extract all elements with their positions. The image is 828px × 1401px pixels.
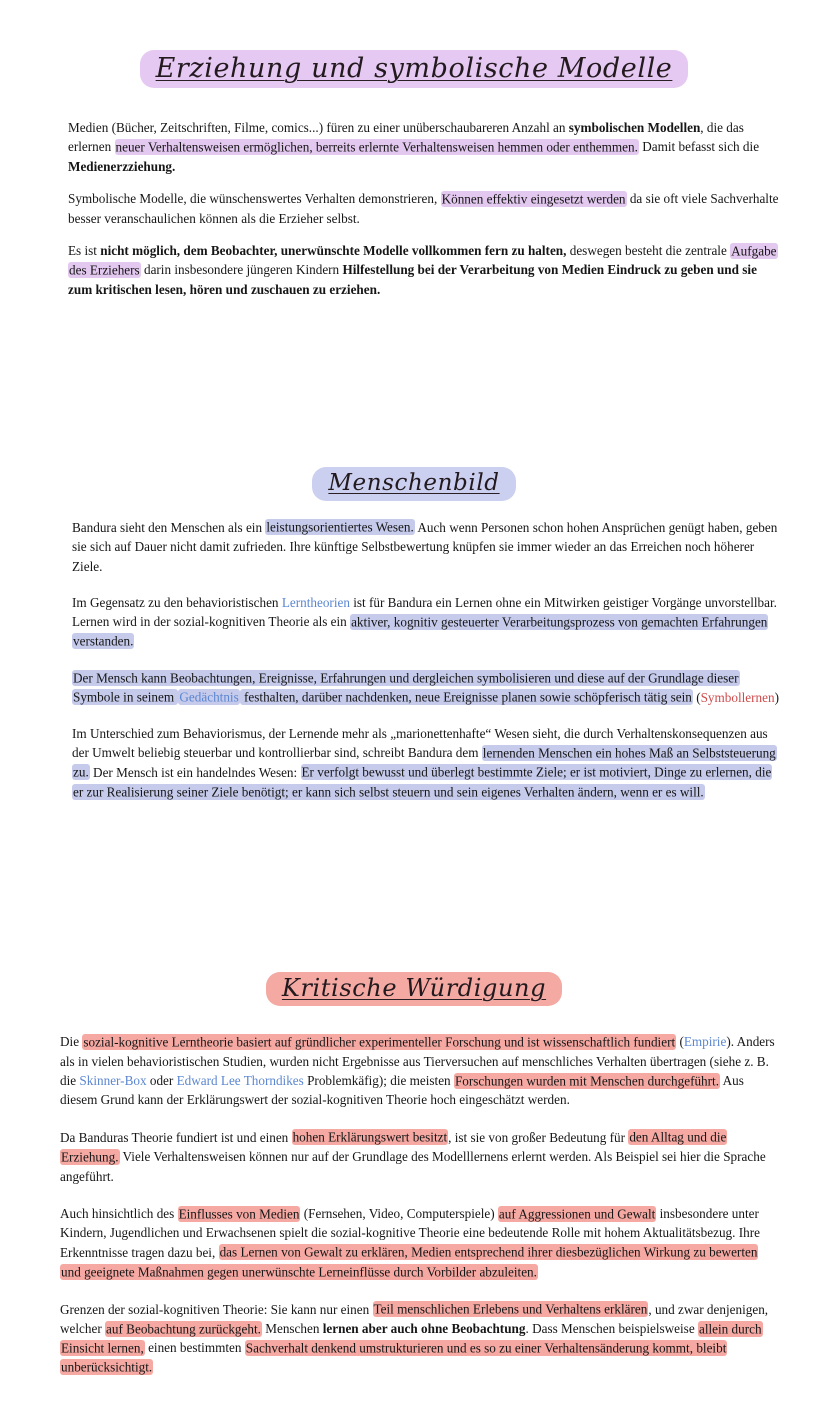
highlight-run-purple: Aufgabe des Erziehers: [69, 243, 777, 278]
text-run: da sie oft viele Sachverhalte besser veranschaulichen können als die Erzieher selbst.: [68, 191, 779, 226]
highlight-run-blue: Der Mensch kann Beobachtungen, Ereignisse, Erfahrungen und dergleichen symbolisieren und diese auf der Grundlage dieser Symbole in seinem: [73, 670, 739, 705]
highlight-run-red: auf Aggressionen und Gewalt: [498, 1206, 656, 1222]
section-body-menschenbild: [0, 501, 828, 802]
text-run: ): [774, 689, 779, 705]
section-heading-kritische-wuerdigung: [0, 802, 828, 1007]
text-run: (: [676, 1034, 684, 1050]
text-run: einen bestimmten: [144, 1340, 245, 1356]
section-heading-menschenbild: [0, 299, 828, 500]
highlight-run-red: den Alltag und die Erziehung.: [61, 1129, 727, 1165]
text-run: Problemkäfig); die meisten: [303, 1073, 454, 1089]
text-run: Im Unterschied zum Behaviorismus, der Lernende mehr als „marionettenhafte“ Wesen sieht, die durch Verhaltenskonsequenzen aus der Umwelt beliebig steuerbar und kontrollierbar sind, schreibt Bandura dem: [72, 725, 768, 761]
highlight-run-red: Forschungen wurden mit Menschen durchgeführt.: [454, 1073, 720, 1089]
text-run: , die das erlernen: [68, 120, 744, 155]
text-run: Menschen: [261, 1321, 323, 1337]
highlight-run-red: allein durch Einsicht lernen,: [61, 1321, 762, 1356]
text-run: Viele Verhaltensweisen können nur auf der Grundlage des Modelllernens erlernt werden. Als Beispiel sei hier die Sprache angeführt.: [60, 1149, 766, 1184]
section-heading-text: Erziehung und symbolische Modelle: [140, 50, 689, 88]
section-body-erziehung: [0, 88, 828, 299]
link-run-blue[interactable]: Lerntheorien: [281, 594, 350, 610]
link-run-red[interactable]: Symbollernen: [700, 689, 775, 705]
text-run: Der Mensch ist ein handelndes Wesen:: [89, 764, 301, 780]
text-run: ist für Bandura ein Lernen ohne ein Mitwirken geistiger Vorgänge unvorstellbar. Lernen wird in der sozial-kognitiven Theorie als ein: [72, 594, 777, 630]
text-run: . Dass Menschen beispielsweise: [525, 1321, 698, 1337]
link-run-blue[interactable]: Edward Lee Thorndikes: [176, 1073, 304, 1089]
bold-run: nicht möglich, dem Beobachter, unerwünschte Modelle vollkommen fern zu halten,: [100, 243, 567, 259]
highlight-run-blue: Er verfolgt bewusst und überlegt bestimmte Ziele; er ist motiviert, Dinge zu erlernen, die er zur Realisierung seiner Ziele benötigt; er kann sich selbst steuern und sein eigenes Verhalten ändern, wenn er es will.: [73, 764, 772, 800]
text-run: Da Banduras Theorie fundiert ist und einen: [60, 1129, 292, 1145]
paragraph: [72, 518, 780, 576]
text-run: , und zwar denjenigen, welcher: [60, 1301, 769, 1337]
highlight-run-red: hohen Erklärungswert besitzt: [292, 1129, 448, 1145]
highlight-run-red: Teil menschlichen Erlebens und Verhaltens erklären: [373, 1301, 648, 1317]
highlight-run-blue-link[interactable]: Gedächtnis: [179, 689, 239, 705]
text-run: Aus diesem Grund kann der Erklärungswert der sozial-kognitiven Theorie hoch eingeschätzt werden.: [60, 1073, 744, 1108]
paragraph: [72, 724, 780, 802]
text-run: Auch hinsichtlich des: [60, 1206, 178, 1222]
highlight-run-blue: aktiver, kognitiv gesteuerter Verarbeitungsprozess von gemachten Erfahrungen verstanden.: [73, 614, 768, 649]
paragraph: [60, 1204, 780, 1282]
text-run: Grenzen der sozial-kognitiven Theorie: Sie kann nur einen: [60, 1301, 373, 1317]
paragraph: [72, 593, 780, 651]
text-run: (Fernsehen, Video, Computerspiele): [300, 1206, 498, 1222]
highlight-run-blue: lernenden Menschen ein hohes Maß an Selbststeuerung zu.: [73, 745, 776, 780]
paragraph: [60, 1128, 780, 1186]
highlight-run-blue: leistungsorientiertes Wesen.: [266, 519, 414, 535]
link-run-blue[interactable]: Empirie: [683, 1034, 727, 1050]
highlight-run-blue: festhalten, darüber nachdenken, neue Ereignisse planen sowie schöpferisch tätig sein: [240, 689, 692, 705]
paragraph: [68, 118, 780, 176]
link-run-blue[interactable]: Skinner-Box: [79, 1073, 147, 1089]
text-run: Es ist: [68, 243, 101, 259]
highlight-run-red: auf Beobachtung zurückgeht.: [106, 1321, 261, 1337]
text-run: Medien (Bücher, Zeitschriften, Filme, comics...) füren zu einer unüberschaubareren Anzahl an: [68, 120, 569, 136]
text-run: Auch wenn Personen schon hohen Ansprüchen genügt haben, geben sie sich auf Dauer nicht damit zufrieden. Ihre künftige Selbstbewertung knüpfen sie immer wieder an das Erreichen noch höherer Ziele.: [72, 519, 778, 574]
text-run: (: [692, 689, 701, 705]
highlight-run-red: sozial-kognitive Lerntheorie basiert auf gründlicher experimenteller Forschung und ist wissenschaftlich fundiert: [83, 1034, 676, 1050]
text-run: Die: [60, 1034, 83, 1050]
text-run: Damit befasst sich die: [638, 139, 760, 155]
text-run: insbesondere unter Kindern, Jugendlichen und Erwachsenen spielt die sozial-kognitive Theorie eine bedeutende Rolle mit hohem Aktualitätsbezug. Ihre Erkenntnisse tragen dazu bei,: [60, 1206, 760, 1260]
highlight-run-purple: Können effektiv eingesetzt werden: [441, 191, 626, 207]
section-heading-text: Menschenbild: [312, 467, 515, 500]
text-run: Bandura sieht den Menschen als ein: [72, 519, 266, 535]
text-run: Im Gegensatz zu den behavioristischen: [72, 594, 282, 610]
bold-run: Hilfestellung bei der Verarbeitung von Medien Eindruck zu geben und sie zum kritischen lesen, hören und zuschauen zu erziehen.: [68, 262, 757, 297]
text-run: deswegen besteht die zentrale: [566, 243, 731, 259]
text-run: ). Anders als in vielen behavioristischen Studien, wurden nicht Ergebnisse aus Tierversuchen auf menschliches Verhalten übertragen (siehe z. B. die: [60, 1034, 775, 1089]
paragraph: [60, 1300, 780, 1378]
section-body-kritische-wuerdigung: [0, 1006, 828, 1377]
highlight-run-red: das Lernen von Gewalt zu erklären, Medien entsprechend ihrer diesbezüglichen Wirkung zu bewerten und geeignete Maßnahmen gegen unerwünschte Lerneinflüsse durch Vorbilder abzuleiten.: [61, 1244, 758, 1280]
text-run: Symbolische Modelle, die wünschenswertes Verhalten demonstrieren,: [68, 191, 441, 207]
paragraph: [68, 189, 780, 228]
bold-run: lernen aber auch ohne Beobachtung: [322, 1321, 526, 1337]
bold-run: symbolischen Modellen: [568, 120, 701, 136]
paragraph: [72, 668, 780, 707]
highlight-run-red: Sachverhalt denkend umstrukturieren und es so zu einer Verhaltensänderung kommt, bleibt unberücksichtigt.: [61, 1340, 727, 1375]
text-run: oder: [146, 1073, 177, 1089]
highlight-run-purple: neuer Verhaltensweisen ermöglichen, berreits erlernte Verhaltensweisen hemmen oder enthemmen.: [115, 139, 638, 155]
text-run: darin insbesondere jüngeren Kindern: [140, 262, 343, 278]
section-heading-text: Kritische Würdigung: [266, 972, 562, 1007]
paragraph: [68, 241, 780, 299]
paragraph: [60, 1032, 780, 1110]
text-run: , ist sie von großer Bedeutung für: [448, 1129, 629, 1145]
section-heading-erziehung: [0, 0, 828, 88]
highlight-run-red: Einflusses von Medien: [178, 1206, 300, 1222]
bold-run: Medienerzziehung.: [68, 158, 176, 174]
